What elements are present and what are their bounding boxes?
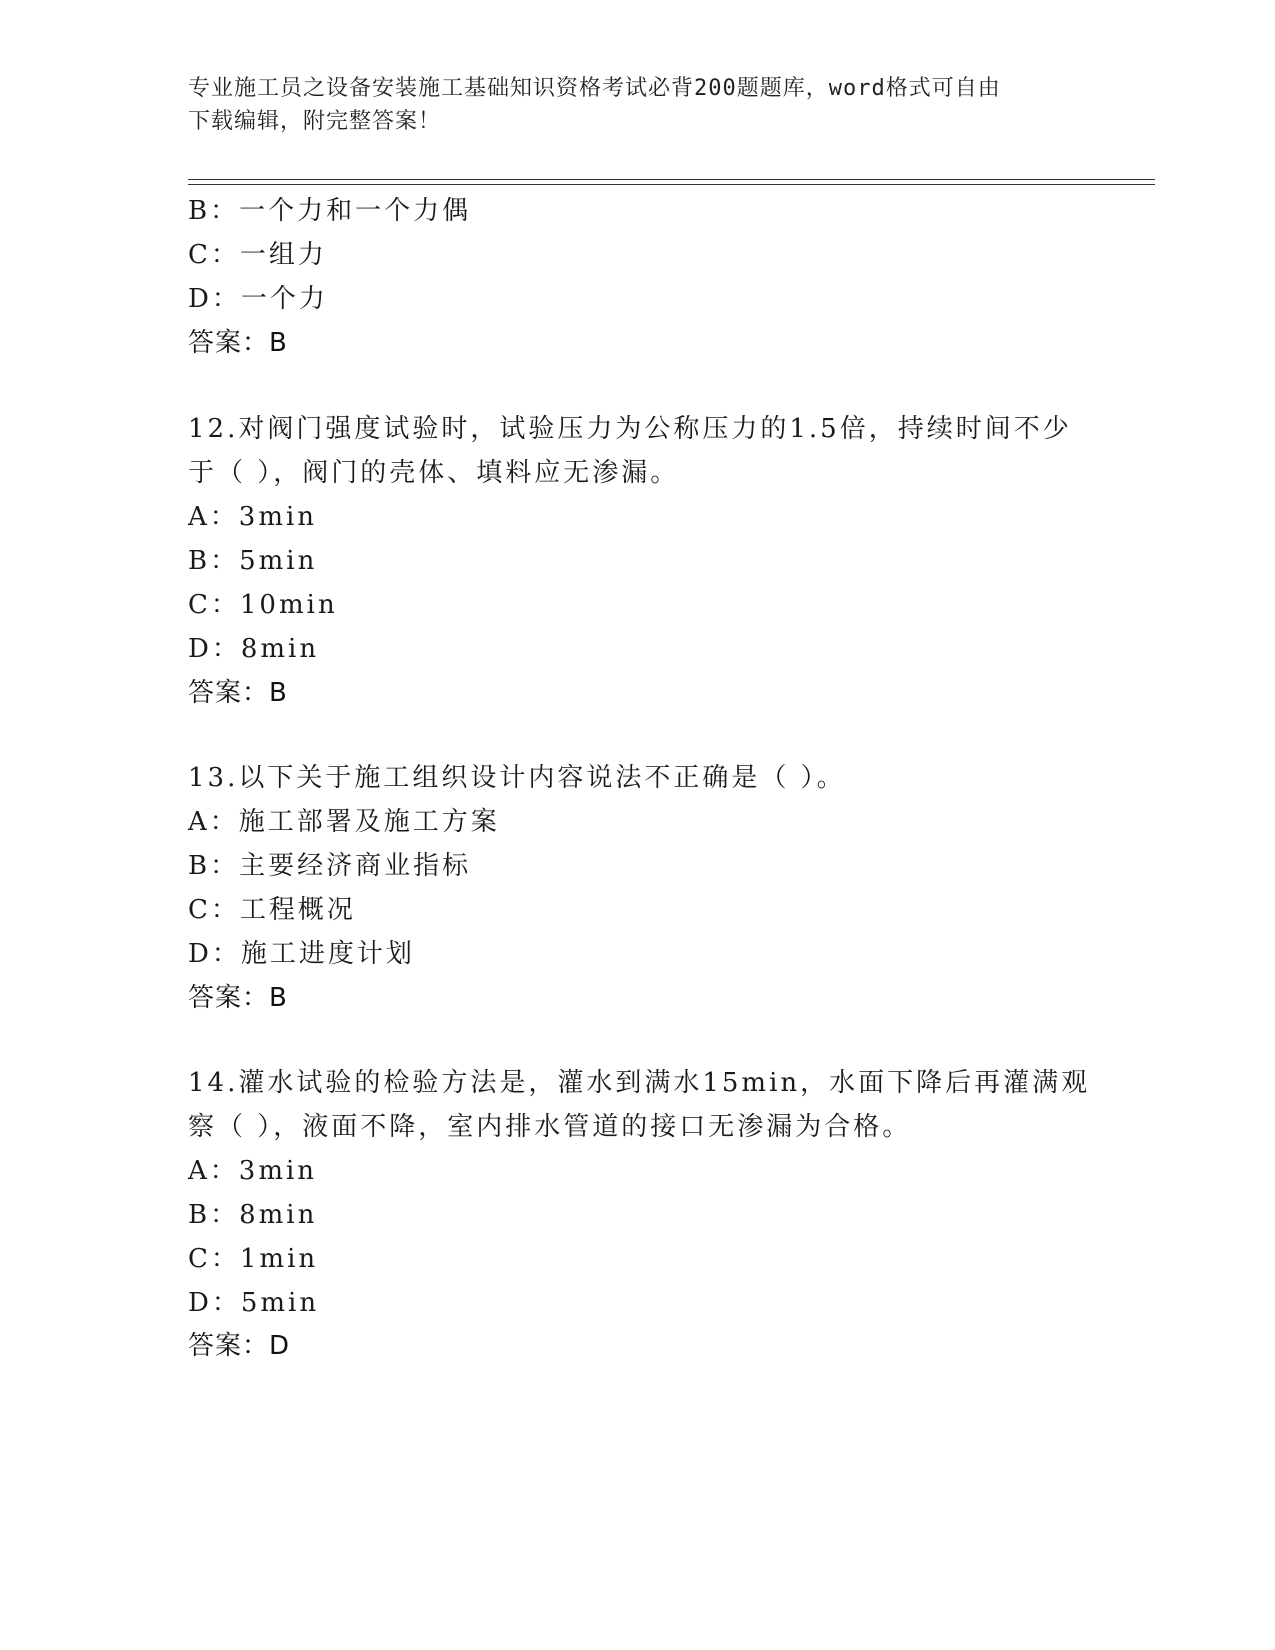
q12-option-b: B：5min bbox=[188, 546, 318, 576]
q14-stem-line-2: 察（ ），液面不降，室内排水管道的接口无渗漏为合格。 bbox=[188, 1112, 912, 1142]
q14-option-c: C：1min bbox=[188, 1244, 319, 1274]
q13-option-a: A：施工部署及施工方案 bbox=[188, 807, 500, 837]
q12-answer: 答案：B bbox=[188, 678, 288, 708]
q13-option-b: B：主要经济商业指标 bbox=[188, 851, 472, 881]
header-title-line-1: 专业施工员之设备安装施工基础知识资格考试必背200题题库，word格式可自由 bbox=[188, 76, 1001, 101]
q11-option-c: C：一组力 bbox=[188, 240, 327, 270]
header-title-line-2: 下载编辑，附完整答案！ bbox=[188, 109, 442, 134]
q14-option-a: A：3min bbox=[188, 1156, 318, 1186]
q13-stem-line-1: 13.以下关于施工组织设计内容说法不正确是（ ）。 bbox=[188, 763, 846, 793]
header-divider-top bbox=[188, 179, 1155, 180]
q13-option-c: C：工程概况 bbox=[188, 895, 356, 925]
q13-option-d: D：施工进度计划 bbox=[188, 939, 415, 969]
q12-stem-line-1: 12.对阀门强度试验时，试验压力为公称压力的1.5倍，持续时间不少 bbox=[188, 414, 1072, 444]
q12-option-d: D：8min bbox=[188, 634, 320, 664]
q11-answer: 答案：B bbox=[188, 328, 288, 358]
q11-option-b: B：一个力和一个力偶 bbox=[188, 196, 472, 226]
q11-option-d: D：一个力 bbox=[188, 284, 328, 314]
q14-option-b: B：8min bbox=[188, 1200, 318, 1230]
q14-stem-line-1: 14.灌水试验的检验方法是，灌水到满水15min，水面下降后再灌满观 bbox=[188, 1068, 1091, 1098]
q14-option-d: D：5min bbox=[188, 1288, 320, 1318]
q12-option-a: A：3min bbox=[188, 502, 318, 532]
q14-answer: 答案：D bbox=[188, 1331, 291, 1361]
q12-option-c: C：10min bbox=[188, 590, 338, 620]
q12-stem-line-2: 于（ ），阀门的壳体、填料应无渗漏。 bbox=[188, 458, 680, 488]
q13-answer: 答案：B bbox=[188, 983, 288, 1013]
document-header bbox=[188, 72, 1088, 138]
header-divider-bottom bbox=[188, 184, 1155, 185]
